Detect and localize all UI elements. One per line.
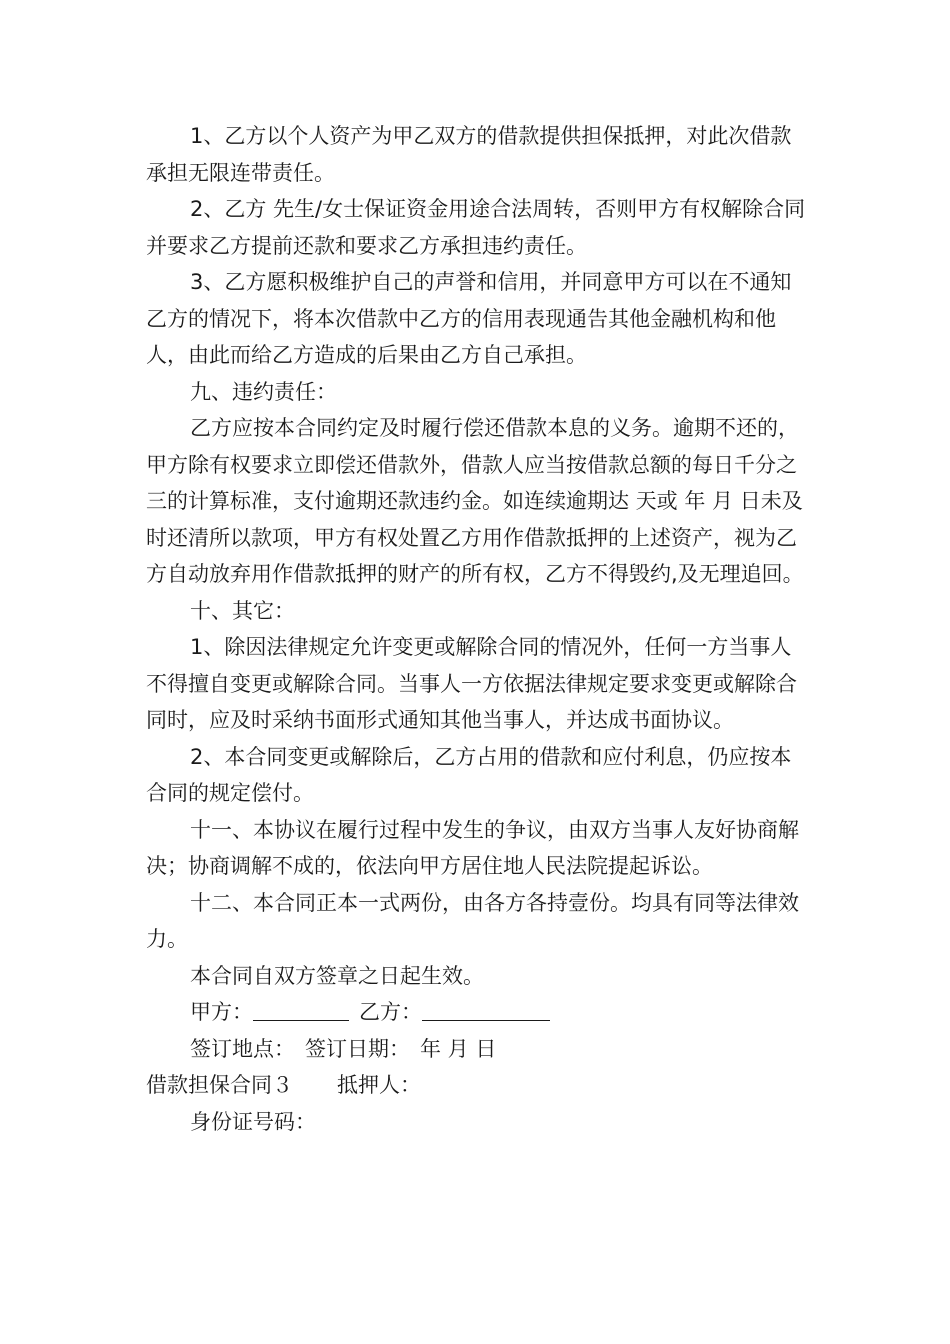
signing-date-value: 年 月 日 <box>420 1036 497 1061</box>
clause-8-3: 3、乙方愿积极维护自己的声誉和信用，并同意甲方可以在不通知乙方的情况下，将本次借款中乙方的信用表现通告其他金融机构和他人，由此而给乙方造成的后果由乙方自己承担。 <box>146 270 792 367</box>
clause-9-body: 乙方应按本合同约定及时履行偿还借款本息的义务。逾期不还的，甲方除有权要求立即偿还借款外，借款人应当按借款总额的每日千分之三的计算标准，支付逾期还款违约金。如连续逾期达 天或 年 月 日未及时还清所以款项，甲方有权处置乙方用作借款抵押的上述资产，视为乙方自动放弃用作借款抵押的财产的所有权，乙方不得毁约,及无理追回。 <box>146 416 804 586</box>
section-9-heading: 九、违约责任： <box>190 379 337 404</box>
party-a-label: 甲方： <box>190 1000 253 1024</box>
clause-12: 十二、本合同正本一式两份，由各方各持壹份。均具有同等法律效力。 <box>146 890 799 951</box>
party-a-blank <box>253 998 349 1021</box>
clause-10-1: 1、除因法律规定允许变更或解除合同的情况外，任何一方当事人不得擅自变更或解除合同。当事人一方依据法律规定要求变更或解除合同时，应及时采纳书面形式通知其他当事人，并达成书面协议。 <box>146 635 797 732</box>
signing-info-line <box>146 1031 806 1068</box>
id-number-line <box>146 1104 806 1141</box>
effective-clause: 本合同自双方签章之日起生效。 <box>190 963 484 988</box>
next-contract-line <box>146 1067 806 1104</box>
clause-11: 十一、本协议在履行过程中发生的争议，由双方当事人友好协商解决；协商调解不成的，依法向甲方居住地人民法院提起诉讼。 <box>146 817 799 878</box>
signature-parties-line <box>146 994 806 1031</box>
next-contract-title: 借款担保合同３ <box>146 1073 293 1097</box>
party-b-blank <box>422 998 550 1021</box>
clause-8-2: 2、乙方 先生/女士保证资金用途合法周转，否则甲方有权解除合同并要求乙方提前还款和要求乙方承担违约责任。 <box>146 197 806 258</box>
signing-place-label: 签订地点： <box>190 1036 295 1061</box>
clause-10-2: 2、本合同变更或解除后，乙方占用的借款和应付利息，仍应按本合同的规定偿付。 <box>146 744 792 805</box>
clause-8-1: 1、乙方以个人资产为甲乙双方的借款提供担保抵押，对此次借款承担无限连带责任。 <box>146 124 792 185</box>
section-10-heading: 十、其它： <box>190 598 295 623</box>
document-page <box>146 118 806 1140</box>
mortgagor-label: 抵押人： <box>337 1073 421 1097</box>
party-b-label: 乙方： <box>359 1000 422 1024</box>
id-number-label: 身份证号码： <box>190 1109 316 1134</box>
signing-date-label: 签订日期： <box>305 1036 410 1061</box>
